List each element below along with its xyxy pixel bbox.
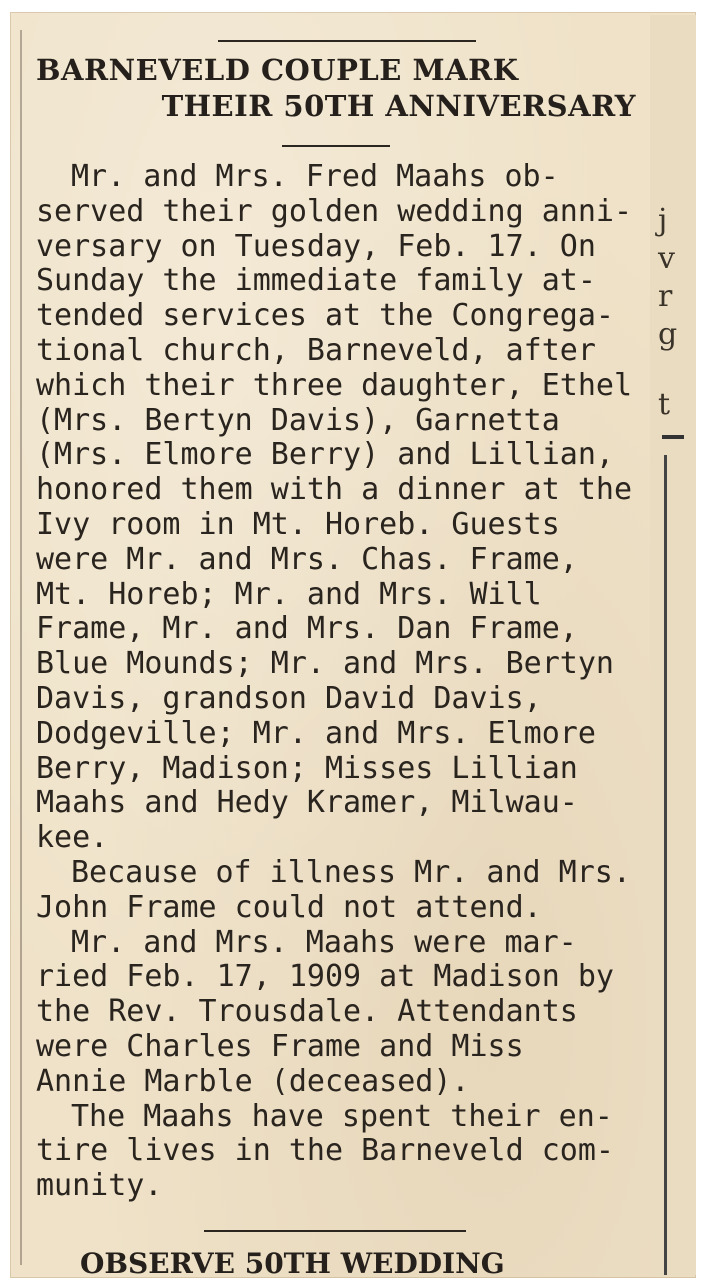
- adjacent-column-fragment: [650, 15, 696, 1275]
- edge-letter: g: [658, 317, 678, 352]
- edge-letter: v: [658, 241, 675, 276]
- article-paragraph: Mr. and Mrs. Fred Maahs ob- served their golden wedding anni- versary on Tuesday, Feb. 17. On Sunday the immediate family at- tended services at the Congrega- tional church, Barneveld, after which their three daughter, Ethel (Mrs. Bertyn Davis), Garnetta (Mrs. Elmore Berry) and Lillian, honored them with a dinner at the Ivy room in Mt. Horeb. Guests were Mr. and Mrs. Chas. Frame, Mt. Horeb; Mr. and Mrs. Will Frame, Mr. and Mrs. Dan Frame, Blue Mounds; Mr. and Mrs. Bertyn Davis, grandson David Davis, Dodgeville; Mr. and Mrs. Elmore Berry, Madison; Misses Lillian Maahs and Hedy Kramer, Milwau- kee.: [36, 159, 633, 856]
- article-paragraph: Because of illness Mr. and Mrs. John Frame could not attend.: [36, 854, 631, 925]
- article-paragraph: Mr. and Mrs. Maahs were mar- ried Feb. 17, 1909 at Madison by the Rev. Trousdale. Attendants were Charles Frame and Miss Annie Marble (deceased).: [36, 924, 614, 1099]
- headline-line-1: BARNEVELD COUPLE MARK: [36, 53, 519, 87]
- article-paragraph: The Maahs have spent their en- tire lives in the Barneveld com- munity.: [36, 1098, 614, 1204]
- bottom-rule: [204, 1230, 466, 1232]
- top-rule: [218, 40, 476, 42]
- article-headline: [36, 52, 636, 124]
- next-article-headline: OBSERVE 50TH WEDDING: [80, 1247, 505, 1278]
- article-body: [36, 160, 636, 1204]
- headline-line-2: THEIR 50TH ANNIVERSARY: [161, 89, 636, 123]
- edge-letter: t: [658, 387, 671, 422]
- column-divider-line: [664, 455, 667, 1275]
- edge-letter: j: [658, 203, 668, 238]
- column-rule-top: [662, 435, 684, 439]
- left-column-rule: [20, 30, 22, 1265]
- edge-letter: r: [658, 279, 673, 314]
- headline-divider: [282, 145, 390, 147]
